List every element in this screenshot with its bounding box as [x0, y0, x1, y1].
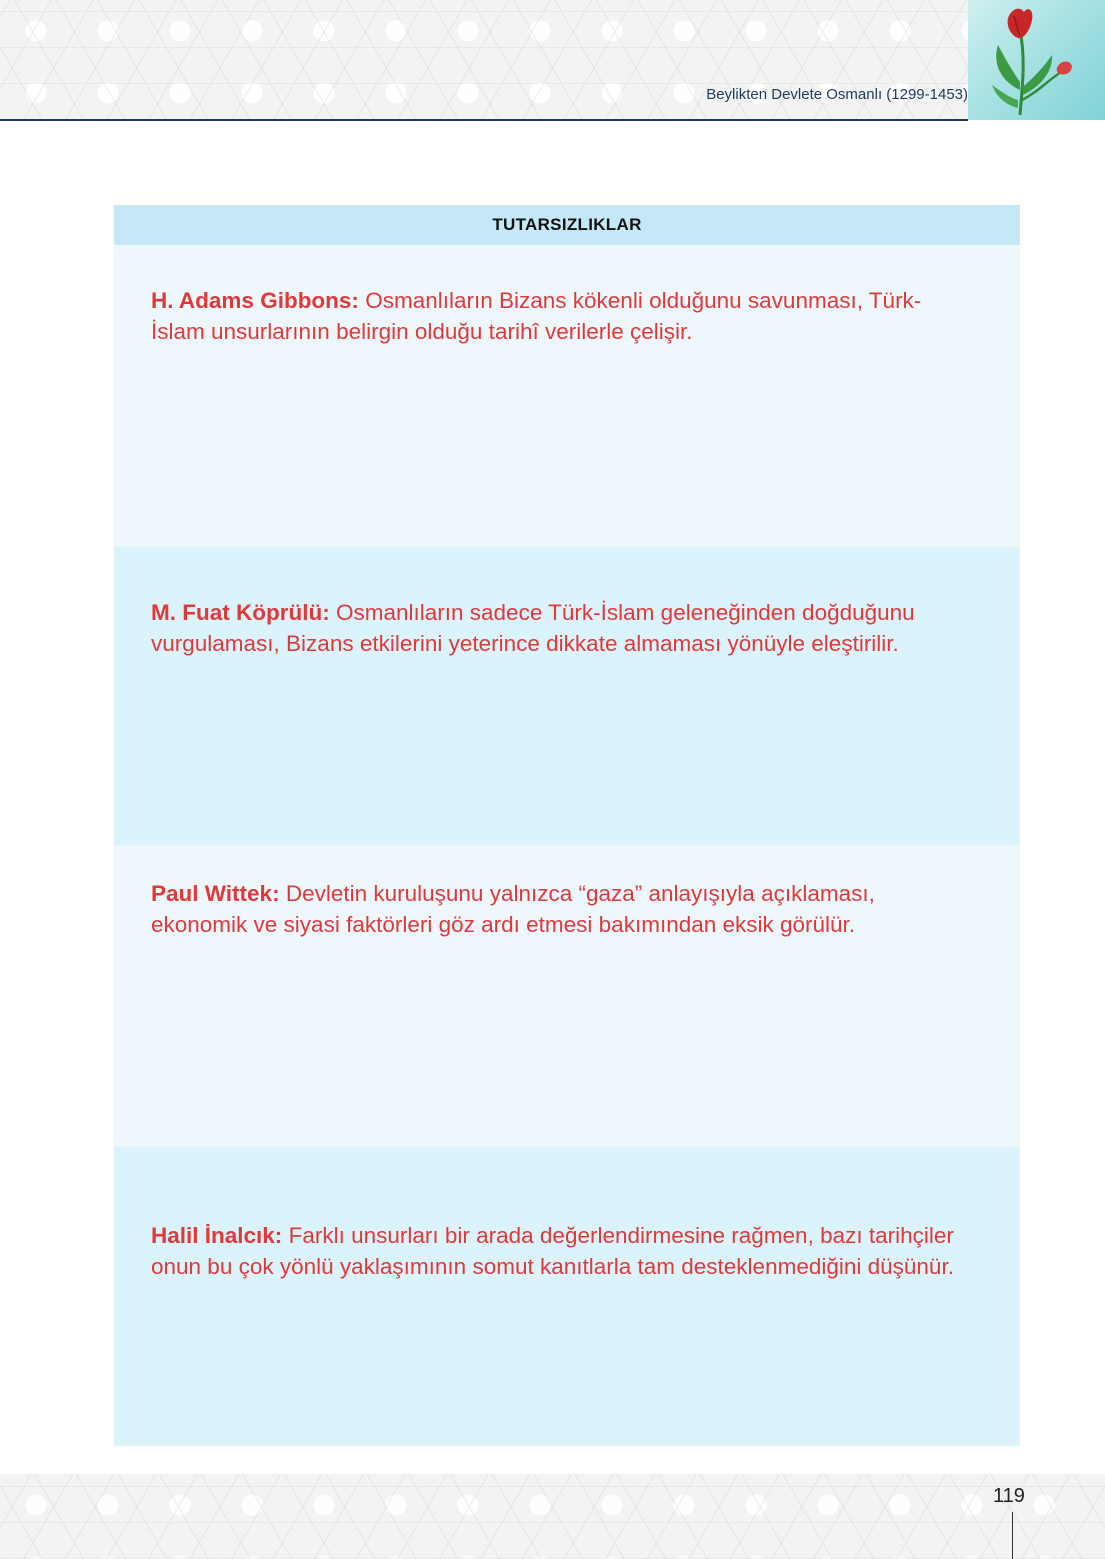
page-number: 119 — [993, 1485, 1025, 1507]
inconsistencies-table — [114, 205, 1020, 1446]
historian-name: M. Fuat Köprülü: — [151, 600, 330, 625]
historian-name: H. Adams Gibbons: — [151, 288, 359, 313]
tulip-illustration — [968, 0, 1105, 120]
historian-name: Paul Wittek: — [151, 881, 280, 906]
critique-text: Farklı unsurları bir arada değerlendirmesine rağmen, bazı tarihçiler onun bu çok yönlü yaklaşımının somut kanıtlarla tam desteklenmediğini düşünür. — [151, 1223, 954, 1279]
page-number-rule — [1012, 1512, 1013, 1559]
header-rule — [0, 119, 968, 121]
critique-text: Osmanlıların sadece Türk-İslam geleneğinden doğduğunu vurgulaması, Bizans etkilerini yeterince dikkate almaması yönüyle eleştirilir. — [151, 600, 915, 656]
critique-text: Osmanlıların Bizans kökenli olduğunu savunması, Türk-İslam unsurlarının belirgin olduğu tarihî verilerle çelişir. — [151, 288, 922, 344]
tulip-icon — [968, 0, 1105, 120]
footer-pattern — [0, 1474, 1105, 1559]
historian-name: Halil İnalcık: — [151, 1223, 283, 1248]
table-heading: TUTARSIZLIKLAR — [114, 205, 1020, 245]
running-header-title: Beylikten Devlete Osmanlı (1299-1453) — [706, 86, 968, 103]
critique-text: Devletin kuruluşunu yalnızca “gaza” anlayışıyla açıklaması, ekonomik ve siyasi faktörleri göz ardı etmesi bakımından eksik görülür. — [151, 881, 875, 937]
table-row — [114, 547, 1020, 845]
table-row — [114, 1147, 1020, 1446]
table-row — [114, 845, 1020, 1147]
table-row — [114, 245, 1020, 547]
